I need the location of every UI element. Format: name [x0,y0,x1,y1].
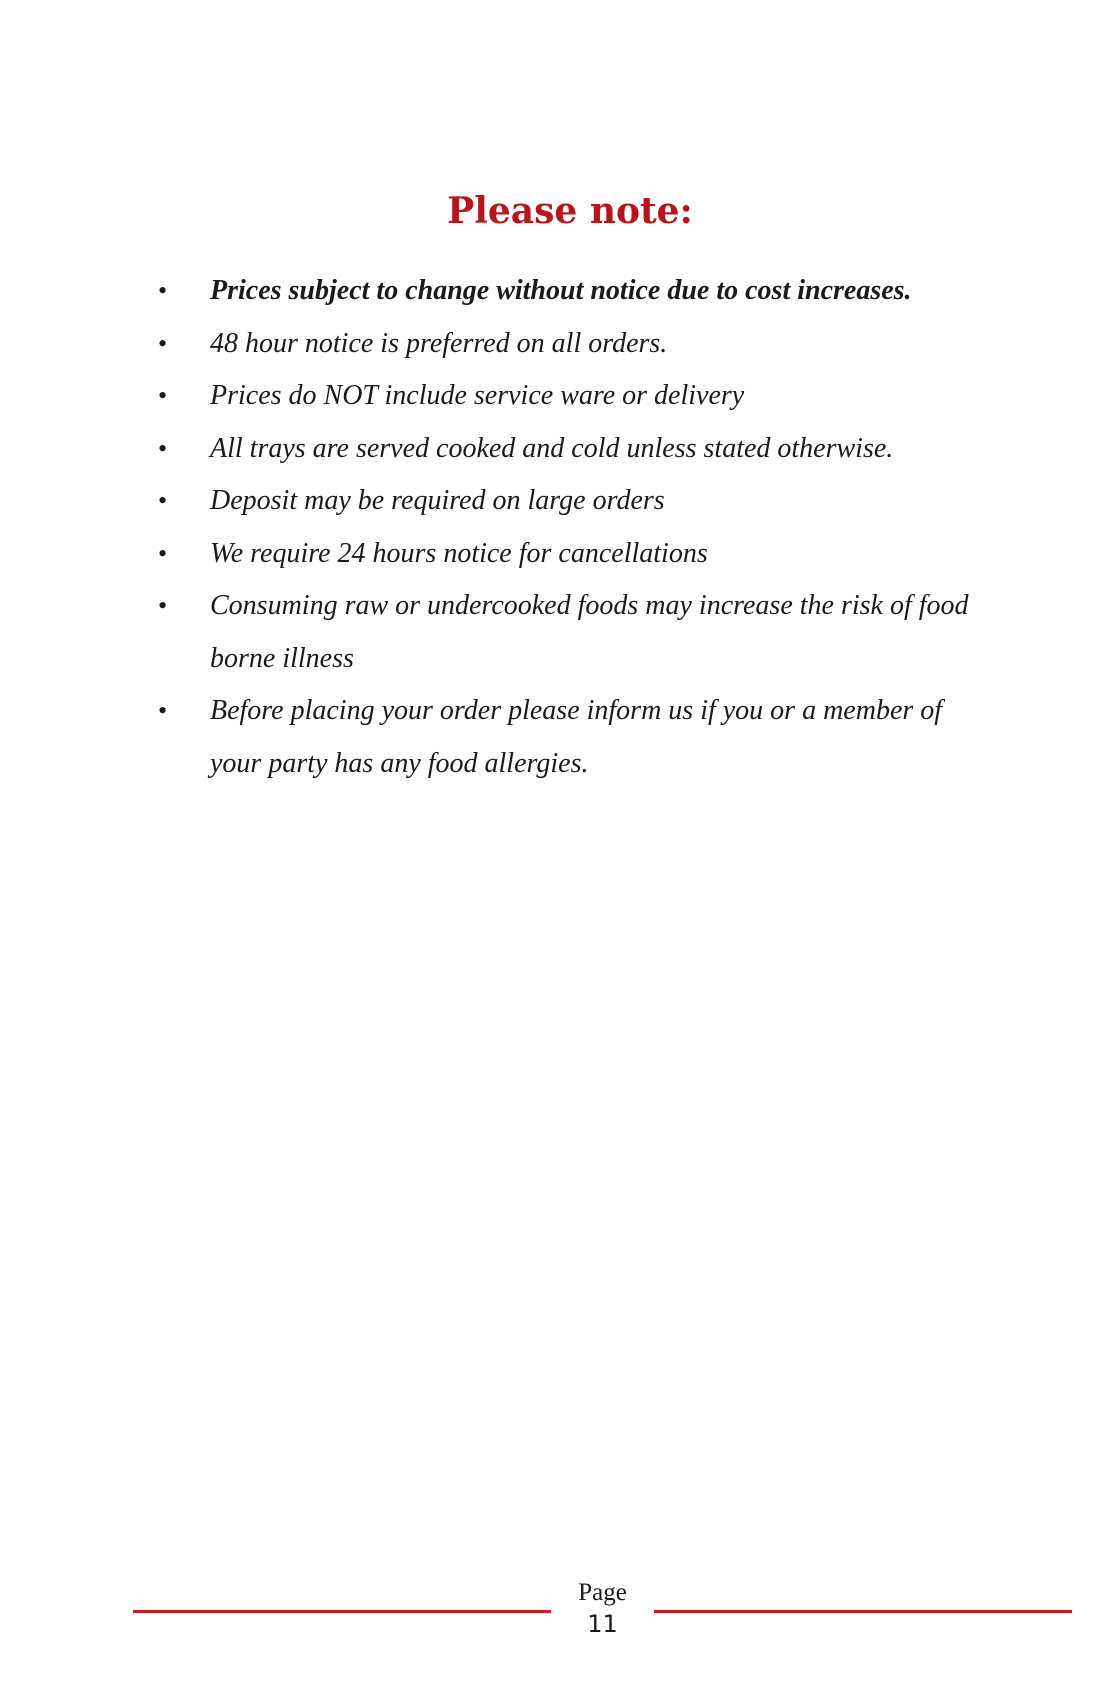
bullet-icon: • [158,538,168,568]
note-item [158,685,988,790]
note-item [158,370,988,423]
bullet-icon: • [158,591,168,620]
note-item [158,475,988,528]
note-text: We require 24 hours notice for cancellations [210,537,708,569]
bullet-icon: • [158,433,168,463]
page-number: 11 [587,1610,618,1638]
note-item [158,580,988,685]
bullet-icon: • [158,696,168,725]
bullet-icon: • [158,276,168,305]
note-item [158,423,988,476]
bullet-icon: • [158,486,168,515]
bullet-icon: • [158,381,168,410]
page-title: Please note: [447,190,693,232]
footer-rule-left [133,1610,551,1613]
note-item [158,528,988,581]
note-item [158,318,988,371]
note-text: Prices do NOT include service ware or delivery [210,380,745,411]
note-text: Consuming raw or undercooked foods may increase the risk of food borne illness [210,590,969,674]
bullet-icon: • [158,328,168,358]
note-item [158,265,988,318]
notes-list [158,265,988,790]
note-text: All trays are served cooked and cold unless stated otherwise. [210,432,894,464]
note-text: Before placing your order please inform us if you or a member of your party has any food allergies. [210,695,943,779]
note-text: 48 hour notice is preferred on all orders. [210,327,668,359]
page-label: Page [578,1579,627,1606]
footer-rule-right [654,1610,1072,1613]
note-text: Prices subject to change without notice due to cost increases. [210,275,912,306]
note-text: Deposit may be required on large orders [210,485,665,516]
